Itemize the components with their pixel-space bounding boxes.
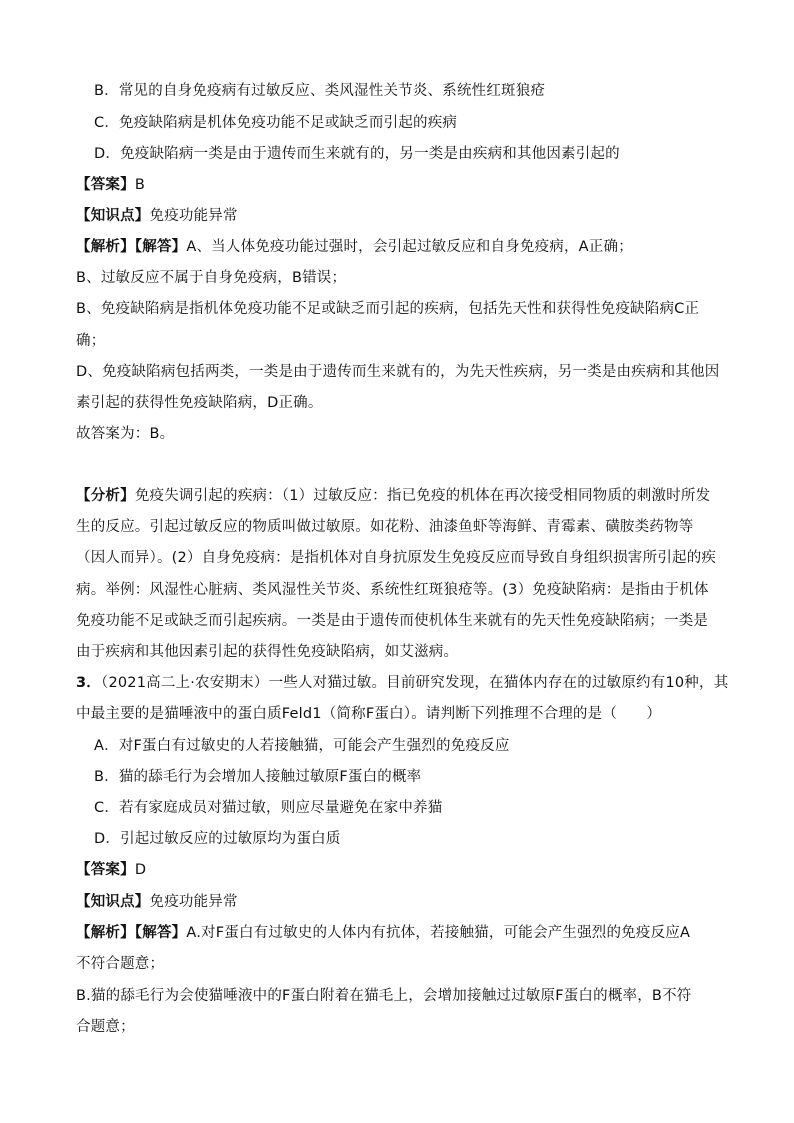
knowledge-value: 免疫功能异常 <box>149 894 238 910</box>
q2-analysis-line-6: 素引起的获得性免疫缺陷病，D正确。 <box>76 395 323 411</box>
q3-option-d: D．引起过敏反应的过敏原均为蛋白质 <box>94 831 341 847</box>
q3-option-b: B．猫的舔毛行为会增加人接触过敏原F蛋白的概率 <box>94 769 422 785</box>
knowledge-value: 免疫功能异常 <box>149 208 238 224</box>
q2-analysis-line-3: B、免疫缺陷病是指机体免疫功能不足或缺乏而引起的疾病，包括先天性和获得性免疫缺陷病C正 <box>76 301 700 317</box>
q2-fenxi-line-3: （因人而异）。(2）自身免疫病：是指机体对自身抗原发生免疫反应而导致自身组织损害所引起的疾 <box>76 550 717 566</box>
knowledge-tag: 【知识点】 <box>76 894 150 910</box>
answer-value: D <box>134 862 147 878</box>
analysis-text: A、当人体免疫功能过强时，会引起过敏反应和自身免疫病，A正确； <box>186 239 633 255</box>
q3-stem-line-2: 中最主要的是猫唾液中的蛋白质Feld1（简称F蛋白）。请判断下列推理不合理的是（ ） <box>76 706 662 722</box>
q3-analysis-line-4: 合题意； <box>76 1019 135 1035</box>
q3-analysis-line-3: B.猫的舔毛行为会使猫唾液中的F蛋白附着在猫毛上，会增加接触过过敏原F蛋白的概率，B不符 <box>76 988 692 1004</box>
q3-analysis-line-2: 不符合题意； <box>76 956 165 972</box>
q2-fenxi-line-4: 病。举例：风湿性心脏病、类风湿性关节炎、系统性红斑狼疮等。(3）免疫缺陷病：是指由于机体 <box>76 582 709 598</box>
knowledge-tag: 【知识点】 <box>76 208 150 224</box>
fenxi-text: 免疫失调引起的疾病：（1）过敏反应：指已免疫的机体在再次接受相同物质的刺激时所发 <box>134 488 711 504</box>
q2-fenxi-line-6: 由于疾病和其他因素引起的获得性免疫缺陷病，如艾滋病。 <box>76 644 459 660</box>
analysis-tag: 【解析】【解答】 <box>76 239 187 255</box>
q3-knowledge <box>76 891 726 913</box>
answer-tag: 【答案】 <box>76 862 135 878</box>
q3-option-c: C．若有家庭成员对猫过敏，则应尽量避免在家中养猫 <box>94 800 443 816</box>
q2-analysis-line-4: 确； <box>76 333 106 349</box>
question-stem: 一些人对猫过敏。目前研究发现，在猫体内存在的过敏原约有10种，其 <box>268 675 729 691</box>
fenxi-tag: 【分析】 <box>76 488 135 504</box>
analysis-tag: 【解析】【解答】 <box>76 925 187 941</box>
q2-option-b: B．常见的自身免疫病有过敏反应、类风湿性关节炎、系统性红斑狼疮 <box>94 83 546 99</box>
q3-stem-line-1 <box>76 672 729 694</box>
answer-value: B <box>134 177 145 193</box>
q2-analysis-line-1 <box>76 236 726 258</box>
analysis-text: A.对F蛋白有过敏史的人体内有抗体，若接触猫，可能会产生强烈的免疫反应A <box>186 925 691 941</box>
q2-option-c: C．免疫缺陷病是机体免疫功能不足或缺乏而引起的疾病 <box>94 115 458 131</box>
q2-knowledge <box>76 205 726 227</box>
q3-answer <box>76 859 726 881</box>
q2-analysis-line-5: D、免疫缺陷病包括两类，一类是由于遗传而生来就有的，为先天性疾病，另一类是由疾病和其他因 <box>76 364 720 380</box>
q2-fenxi-line-5: 免疫功能不足或缺乏而引起疾病。一类是由于遗传而使机体生来就有的先天性免疫缺陷病；一类是 <box>76 613 709 629</box>
q2-option-d: D．免疫缺陷病一类是由于遗传而生来就有的，另一类是由疾病和其他因素引起的 <box>94 146 620 162</box>
q3-option-a: A．对F蛋白有过敏史的人若接触猫，可能会产生强烈的免疫反应 <box>94 738 510 754</box>
q2-fenxi-line-2: 生的反应。引起过敏反应的物质叫做过敏原。如花粉、油漆鱼虾等海鲜、青霉素、磺胺类药物等 <box>76 519 694 535</box>
q2-fenxi-line-1 <box>76 485 726 507</box>
answer-tag: 【答案】 <box>76 177 135 193</box>
q2-analysis-line-2: B、过敏反应不属于自身免疫病，B错误； <box>76 270 347 286</box>
q3-analysis-line-1 <box>76 922 726 944</box>
q2-answer <box>76 174 726 196</box>
question-source: （2021高二上·农安期末） <box>101 675 269 691</box>
q2-conclusion: 故答案为：B。 <box>76 426 175 442</box>
question-number: 3． <box>76 675 101 691</box>
